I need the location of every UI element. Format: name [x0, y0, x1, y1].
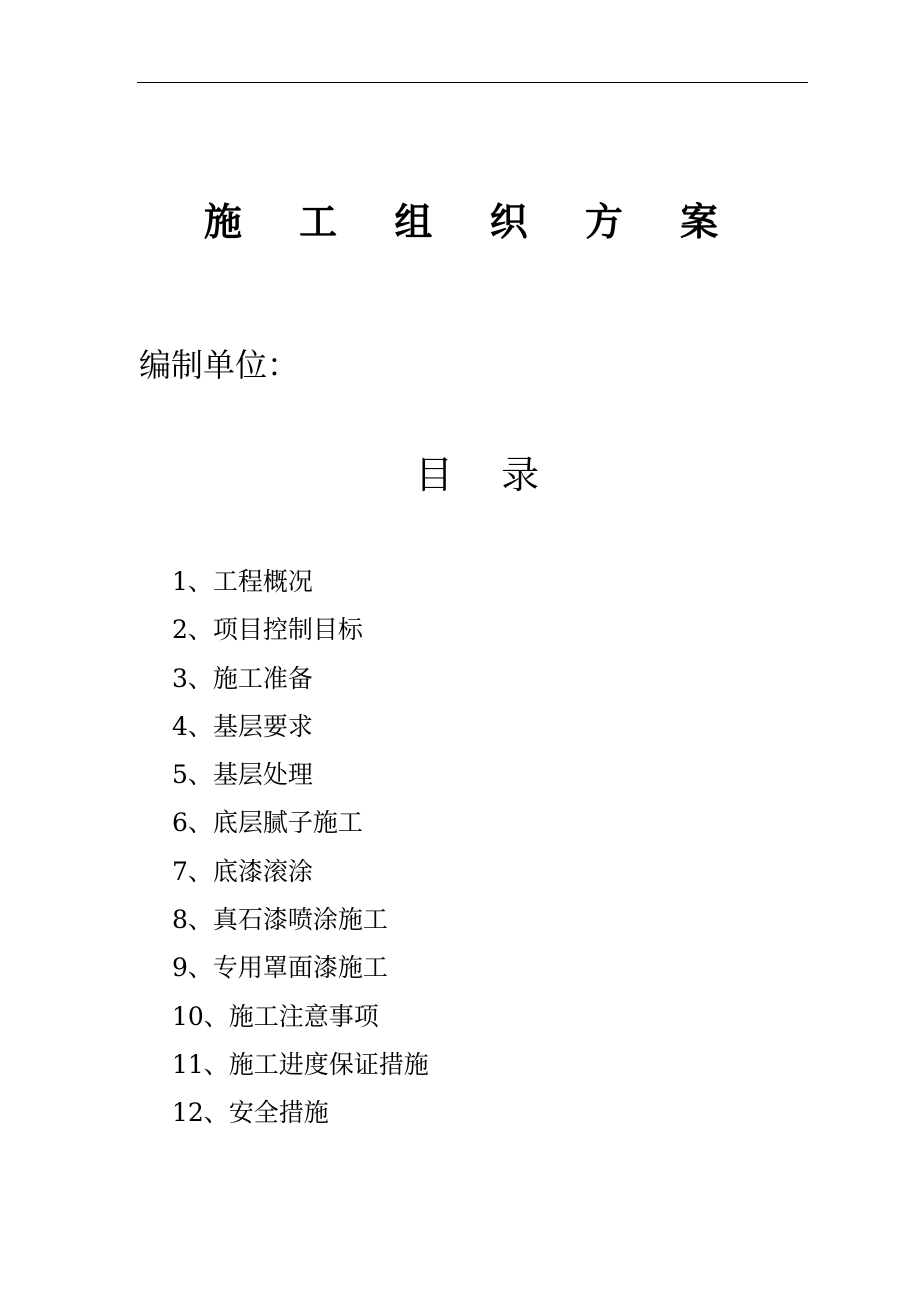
toc-item: 12、安全措施 — [172, 1098, 329, 1128]
toc-item: 5、基层处理 — [172, 760, 313, 790]
toc-item: 1、工程概况 — [172, 567, 313, 596]
table-of-contents-title: 目 录 — [415, 453, 540, 497]
toc-item: 3、施工准备 — [172, 663, 313, 693]
document-title: 施 工 组 织 方 案 — [203, 200, 741, 244]
table-of-contents-list — [172, 560, 429, 1140]
toc-item: 11、施工进度保证措施 — [172, 1049, 429, 1079]
toc-item: 8、真石漆喷涂施工 — [172, 905, 388, 935]
compiling-unit-label: 编制单位： — [139, 346, 300, 384]
toc-item: 9、专用罩面漆施工 — [172, 953, 388, 983]
toc-item: 4、基层要求 — [172, 711, 313, 741]
toc-item: 10、施工注意事项 — [172, 1001, 379, 1031]
header-rule — [137, 82, 808, 83]
toc-item: 6、底层腻子施工 — [172, 808, 363, 838]
toc-item: 7、底漆滚涂 — [172, 856, 313, 886]
toc-item: 2、项目控制目标 — [172, 615, 363, 645]
